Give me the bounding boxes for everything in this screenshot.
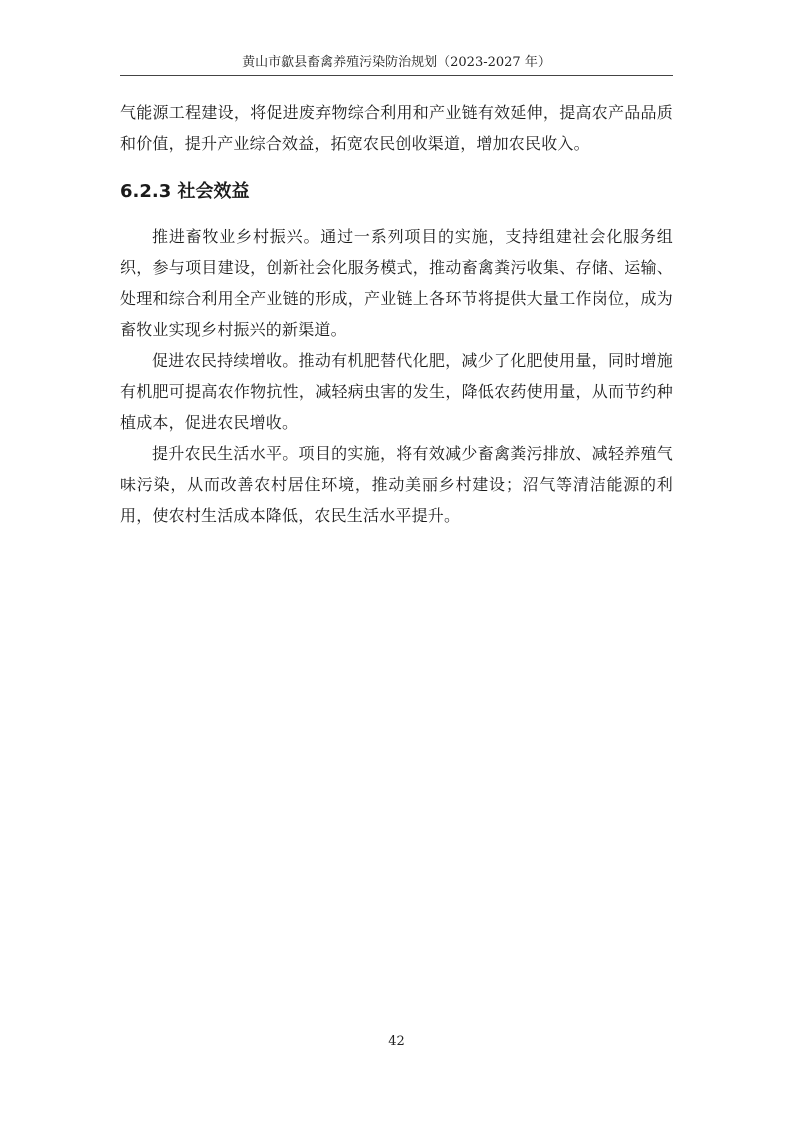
page-number: 42 [388, 1034, 405, 1049]
continuation-paragraph: 气能源工程建设，将促进废弃物综合利用和产业链有效延伸，提高农产品品质和价值，提升产业综合效益，拓宽农民创收渠道，增加农民收入。 [120, 103, 673, 153]
paragraph-farmer-income: 促进农民持续增收。推动有机肥替代化肥，减少了化肥使用量，同时增施有机肥可提高农作物抗性，减轻病虫害的发生，降低农药使用量，从而节约种植成本，促进农民增收。 [120, 351, 673, 432]
paragraph-living-standard: 提升农民生活水平。项目的实施，将有效减少畜禽粪污排放、减轻养殖气味污染，从而改善农村居住环境，推动美丽乡村建设；沼气等清洁能源的利用，使农村生活成本降低，农民生活水平提升。 [120, 444, 673, 525]
paragraph-rural-revitalization: 推进畜牧业乡村振兴。通过一系列项目的实施，支持组建社会化服务组织，参与项目建设，创新社会化服务模式，推动畜禽粪污收集、存储、运输、处理和综合利用全产业链的形成，产业链上各环节将提供大量工作岗位，成为畜牧业实现乡村振兴的新渠道。 [120, 227, 673, 339]
running-header [120, 53, 673, 76]
document-title: 黄山市歙县畜禽养殖污染防治规划（2023-2027 年） [242, 55, 551, 70]
page-body [120, 97, 673, 531]
section-heading: 6.2.3 社会效益 [120, 181, 250, 202]
